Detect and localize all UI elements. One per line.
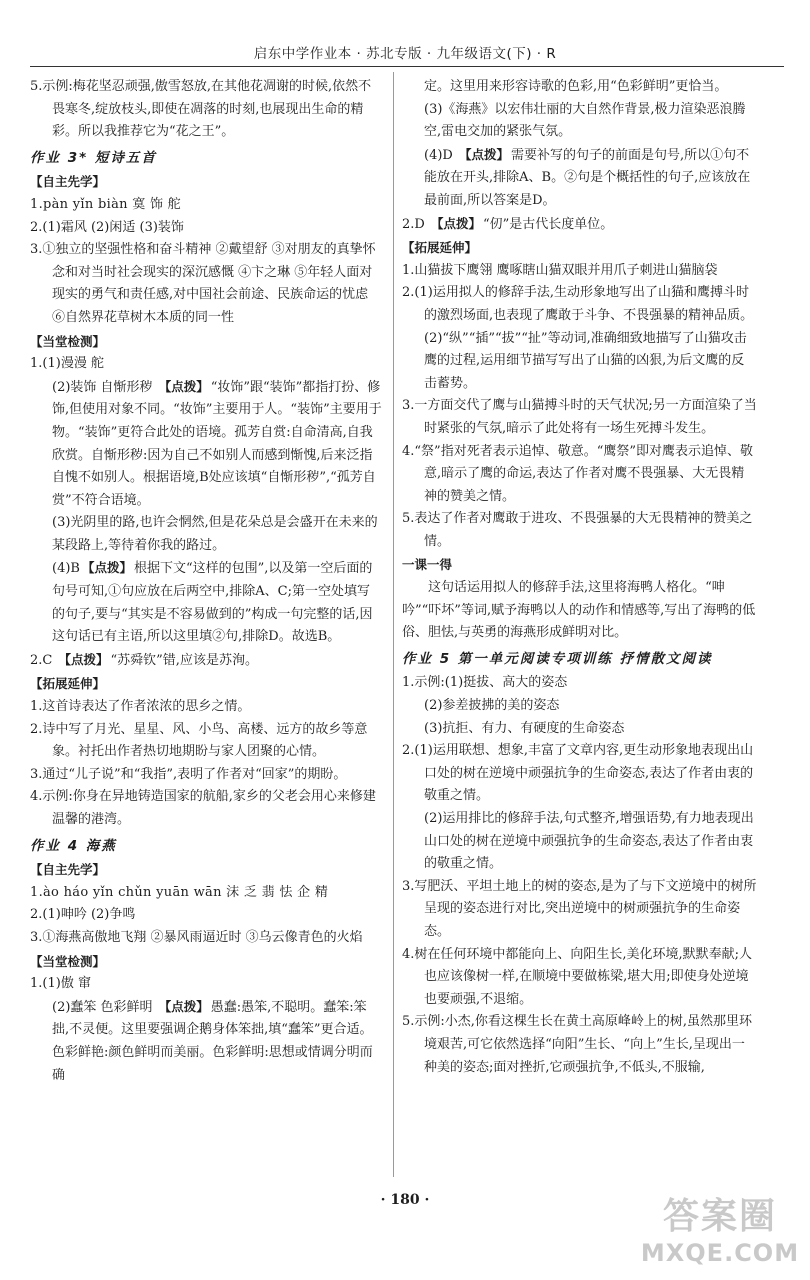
answer-text: 2.D <box>402 216 425 232</box>
page-number: · 180 · <box>380 1192 430 1208</box>
answer-item: 1.山猫拔下鹰翎 鹰啄瞎山猫双眼并用爪子刺进山猫脑袋 <box>402 262 718 278</box>
right-column <box>402 76 757 1079</box>
header-rule <box>30 66 784 67</box>
answer-item: (2)运用排比的修辞手法,句式整齐,增强语势,有力地表现出山口处的树在逆境中顽强抗争的生命姿态,表达了作者由衷的敬重之情。 <box>424 811 754 872</box>
hint-label: 【点拨】 <box>81 560 132 576</box>
answer-item: 2.(1)运用联想、想象,丰富了文章内容,更生动形象地表现出山口处的树在逆境中顽强抗争的生命姿态,表达了作者由衷的敬重之情。 <box>402 743 754 804</box>
answer-item: 3.一方面交代了鹰与山猫搏斗时的天气状况;另一方面渲染了当时紧张的气氛,暗示了此处将有一场生死搏斗发生。 <box>402 398 757 436</box>
hint-label: 【点拨】 <box>158 998 209 1014</box>
page-header: 启东中学作业本 · 苏北专版 · 九年级语文(下) · R <box>253 46 557 62</box>
answer-item: 2.(1)霜风 (2)闲适 (3)装饰 <box>30 219 184 235</box>
hint-text: “苏舜钦”错,应该是苏洵。 <box>110 652 258 668</box>
answer-item <box>30 376 382 513</box>
column-divider <box>393 72 394 1177</box>
answer-item: 2.(1)呻吟 (2)争鸣 <box>30 907 136 923</box>
hint-label: 【点拨】 <box>430 215 481 231</box>
watermark-logo <box>640 1195 800 1275</box>
hint-text: “仞”是古代长度单位。 <box>482 216 614 232</box>
answer-item: 1.这首诗表达了作者浓浓的思乡之情。 <box>30 699 251 715</box>
section-heading: 【自主先学】 <box>30 862 106 878</box>
answer-text: 2.C <box>30 652 53 668</box>
hint-label: 【点拨】 <box>158 378 209 394</box>
answer-item: (3)抗拒、有力、有硬度的生命姿态 <box>424 720 625 736</box>
section-heading: 【拓展延伸】 <box>402 240 478 256</box>
assignment-title: 作业 3* 短诗五首 <box>30 149 157 166</box>
answer-item: 3.写肥沃、平坦土地上的树的姿态,是为了与下文逆境中的树所呈现的姿态进行对比,突出逆境中的树顽强抗争的生命姿态。 <box>402 878 757 939</box>
answer-text: (4)D <box>424 147 453 163</box>
answer-item: 1.示例:(1)挺拔、高大的姿态 <box>402 675 568 691</box>
answer-item: 4.树在任何环境中都能向上、向阳生长,美化环境,默默奉献;人也应该像树一样,在顺境中要做栋梁,堪大用;即使身处逆境也要顽强,不退缩。 <box>402 946 753 1007</box>
answer-item: 1.(1)傲 窜 <box>30 976 91 992</box>
watermark-main-text: 答案圈 <box>662 1196 777 1237</box>
answer-item: 4.示例:你身在异地铸造国家的航船,家乡的父老会用心来修建温馨的港湾。 <box>30 789 376 827</box>
answer-item: 1.ào háo yǐn chǔn yuān wān 沫 乏 翡 怯 企 精 <box>30 884 329 900</box>
answer-item: (2)参差披拂的美的姿态 <box>424 698 560 714</box>
answer-item: (3)《海燕》以宏伟壮丽的大自然作背景,极力渲染恶浪腾空,雷电交加的紧张气氛。 <box>424 101 746 140</box>
answer-item <box>30 649 382 673</box>
section-heading: 【当堂检测】 <box>30 333 106 349</box>
answer-text: (2)蠢笨 色彩鲜明 <box>52 999 153 1015</box>
left-column <box>30 76 382 1087</box>
answer-item: 1.(1)漫漫 舵 <box>30 356 104 372</box>
hint-text: 愚蠢:愚笨,不聪明。蠢笨:笨拙,不灵便。这里要强调企鹅身体笨拙,填“蠢笨”更合适。色彩鲜艳:颜色鲜明而美丽。色彩鲜明:思想或情调分明而确 <box>52 999 373 1083</box>
answer-item <box>30 557 382 648</box>
section-heading: 【当堂检测】 <box>30 953 106 969</box>
answer-item: 2.诗中写了月光、星星、风、小鸟、高楼、远方的故乡等意象。衬托出作者热切地期盼与家人团聚的心情。 <box>30 721 368 760</box>
answer-text: (4)B <box>52 561 80 577</box>
answer-item: 4.“祭”指对死者表示追悼、敬意。“鹰祭”即对鹰表示追悼、敬意,暗示了鹰的命运,表达了作者对鹰不畏强暴、大无畏精神的赞美之情。 <box>402 443 753 504</box>
answer-item: 3.①海燕高傲地飞翔 ②暴风雨逼近时 ③乌云像青色的火焰 <box>30 929 363 945</box>
section-heading: 一课一得 <box>402 557 453 573</box>
answer-item <box>30 996 382 1087</box>
hint-label: 【点拨】 <box>58 651 109 667</box>
watermark-sub-text: MXQE.COM <box>640 1239 800 1267</box>
answer-item: 定。这里用来形容诗歌的色彩,用“色彩鲜明”更恰当。 <box>424 79 728 94</box>
answer-item: 5.示例:梅花坚忍顽强,傲雪怒放,在其他花凋谢的时候,依然不畏寒冬,绽放枝头,即使在凋落的时刻,也展现出生命的精彩。所以我推荐它为“花之王”。 <box>30 79 372 140</box>
hint-label: 【点拨】 <box>458 146 509 162</box>
answer-item: 3.通过“儿子说”和“我指”,表明了作者对“回家”的期盼。 <box>30 766 347 782</box>
answer-item: (3)光阴里的路,也许会惘然,但是花朵总是会盛开在未来的某段路上,等待着你我的路过。 <box>52 515 378 553</box>
answer-item: 2.(1)运用拟人的修辞手法,生动形象地写出了山猫和鹰搏斗时的激烈场面,也表现了鹰敢于斗争、不畏强暴的精神品质。 <box>402 285 754 323</box>
hint-text: “妆饰”跟“装饰”都指打扮、修饰,但使用对象不同。“妆饰”主要用于人。“装饰”主要用于物。“装饰”更符合此处的语境。孤芳自赏:自命清高,自我欣赏。自惭形秽:因为自己不如别人而感到惭愧,后来泛指自愧不如别人。根据语境,B处应该填“自惭形秽”,“孤芳自赏”不符合语境。 <box>52 379 382 508</box>
answer-text: (2)装饰 自惭形秽 <box>52 379 153 395</box>
answer-item <box>402 144 757 213</box>
section-heading: 【拓展延伸】 <box>30 676 106 692</box>
assignment-title: 作业 5 第一单元阅读专项训练 抒情散文阅读 <box>402 650 713 667</box>
answer-item: 1.pàn yǐn biàn 寞 饰 舵 <box>30 196 181 212</box>
answer-item: (2)“纵”“插”“拔”“扯”等动词,准确细致地描写了山猫攻击鹰的过程,运用细节描写写出了山猫的凶狠,为后文鹰的反击蓄势。 <box>424 330 747 391</box>
answer-item: 5.表达了作者对鹰敢于进攻、不畏强暴的大无畏精神的赞美之情。 <box>402 511 753 549</box>
answer-item: 这句话运用拟人的修辞手法,这里将海鸭人格化。“呻吟”“吓坏”等词,赋予海鸭以人的动作和情感等,写出了海鸭的低俗、胆怯,与英勇的海燕形成鲜明对比。 <box>402 580 756 641</box>
answer-item <box>402 213 757 237</box>
hint-text: 根据下文“这样的包围”,以及第一空后面的句号可知,①句应放在后两空中,排除A、C;第一空处填写的句子,要与“其实是不容易做到的”构成一句完整的话,因这句话已有主语,所以这里填②句,排除D。故选B。 <box>52 561 373 645</box>
answer-item: 5.示例:小杰,你看这棵生长在黄土高原峰岭上的树,虽然那里环境艰苦,可它依然选择“向阳”生长、“向上”生长,呈现出一种美的姿态;面对挫折,它顽强抗争,不低头,不服输, <box>402 1014 753 1075</box>
hint-text: 需要补写的句子的前面是句号,所以①句不能放在开头,排除A、B。②句是个概括性的句子,应该放在最前面,所以答案是D。 <box>424 147 751 208</box>
answer-item: 3.①独立的坚强性格和奋斗精神 ②戴望舒 ③对朋友的真挚怀念和对当时社会现实的深沉感慨 ④卞之琳 ⑤年轻人面对现实的勇气和责任感,对中国社会前途、民族命运的忧虑 ⑥自然界花草树木本质的同一性 <box>30 242 376 325</box>
section-heading: 【自主先学】 <box>30 174 106 190</box>
assignment-title: 作业 4 海燕 <box>30 837 117 854</box>
